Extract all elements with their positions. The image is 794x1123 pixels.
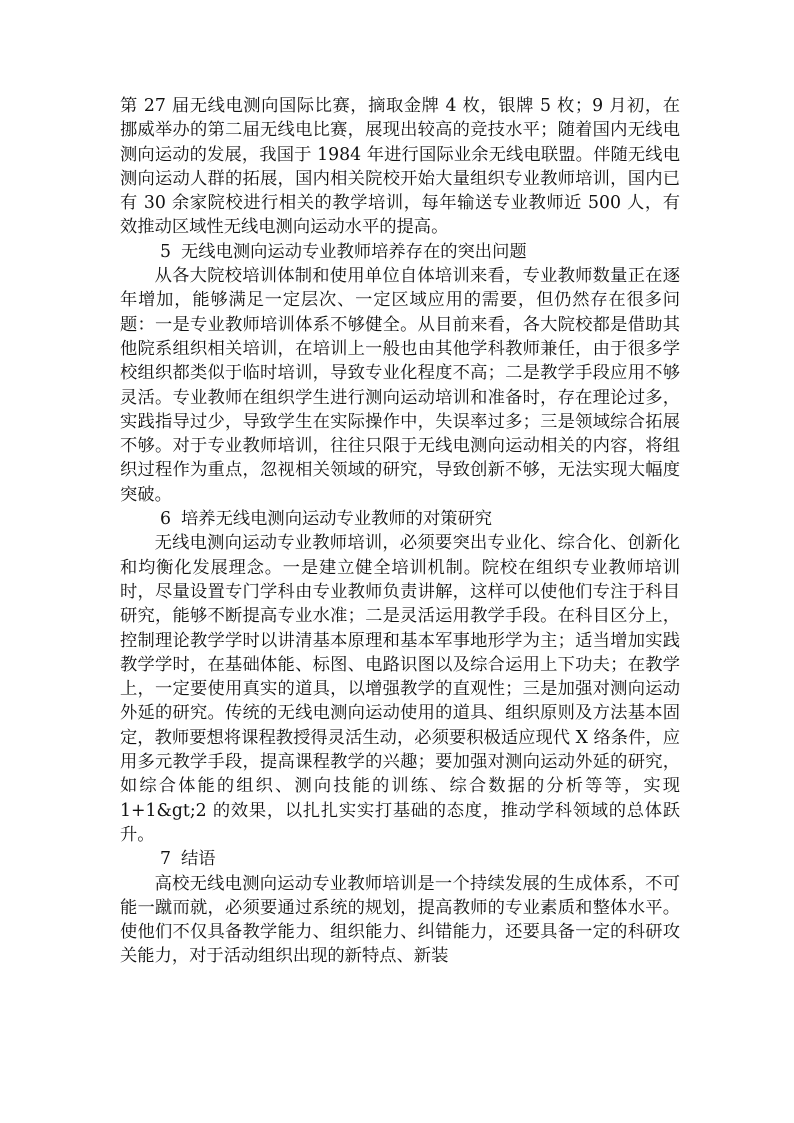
section-5-paragraph: 从各大院校培训体制和使用单位自体培训来看，专业教师数量正在逐年增加，能够满足一定层次、一定区域应用的需要，但仍然存在很多问题：一是专业教师培训体系不够健全。从目前来看，各大院校都是借助其他院系组织相关培训，在培训上一般也由其他学科教师兼任，由于很多学校组织都类似于临时培训，导致专业化程度不高；二是教学手段应用不够灵活。专业教师在组织学生进行测向运动培训和准备时，存在理论过多，实践指导过少，导致学生在实际操作中，失误率过多；三是领域综合拓展不够。对于专业教师培训，往往只限于无线电测向运动相关的内容，将组织过程作为重点，忽视相关领域的研究，导致创新不够，无法实现大幅度突破。 (120, 266, 680, 505)
section-5-heading (120, 240, 680, 264)
section-7-heading (120, 847, 680, 871)
section-6-heading (120, 507, 680, 531)
section-7-number: 7 (160, 849, 171, 870)
section-6-title: 培养无线电测向运动专业教师的对策研究 (181, 509, 493, 530)
section-6-number: 6 (160, 509, 171, 530)
section-5-title: 无线电测向运动专业教师培养存在的突出问题 (181, 241, 527, 262)
section-5-number: 5 (160, 241, 171, 262)
section-6-paragraph: 无线电测向运动专业教师培训，必须要突出专业化、综合化、创新化和均衡化发展理念。一是建立健全培训机制。院校在组织专业教师培训时，尽量设置专门学科由专业教师负责讲解，这样可以使他们专注于科目研究，能够不断提高专业水准；二是灵活运用教学手段。在科目区分上，控制理论教学学时以讲清基本原理和基本军事地形学为主；适当增加实践教学学时，在基础体能、标图、电路识图以及综合运用上下功夫；在教学上，一定要使用真实的道具，以增强教学的直观性；三是加强对测向运动外延的研究。传统的无线电测向运动使用的道具、组织原则及方法基本固定，教师要想将课程教授得灵活生动，必须要积极适应现代 X 络条件，应用多元教学手段，提高课程教学的兴趣；要加强对测向运动外延的研究，如综合体能的组织、测向技能的训练、综合数据的分析等等，实现 1+1&gt;2 的效果，以扎扎实实打基础的态度，推动学科领域的总体跃升。 (120, 533, 680, 845)
intro-paragraph: 第 27 届无线电测向国际比赛，摘取金牌 4 枚，银牌 5 枚；9 月初，在挪威举办的第二届无线电比赛，展现出较高的竞技水平；随着国内无线电测向运动的发展，我国于 1984 年进行国际业余无线电联盟。伴随无线电测向运动人群的拓展，国内相关院校开始大量组织专业教师培训，国内已有 30 余家院校进行相关的教学培训，每年输送专业教师近 500 人，有效推动区域性无线电测向运动水平的提高。 (120, 96, 680, 238)
section-7-paragraph: 高校无线电测向运动专业教师培训是一个持续发展的生成体系，不可能一蹴而就，必须要通过系统的规划，提高教师的专业素质和整体水平。使他们不仅具备教学能力、组织能力、纠错能力，还要具备一定的科研攻关能力，对于活动组织出现的新特点、新装 (120, 873, 680, 967)
document-body (120, 94, 680, 969)
section-7-title: 结语 (181, 849, 216, 870)
